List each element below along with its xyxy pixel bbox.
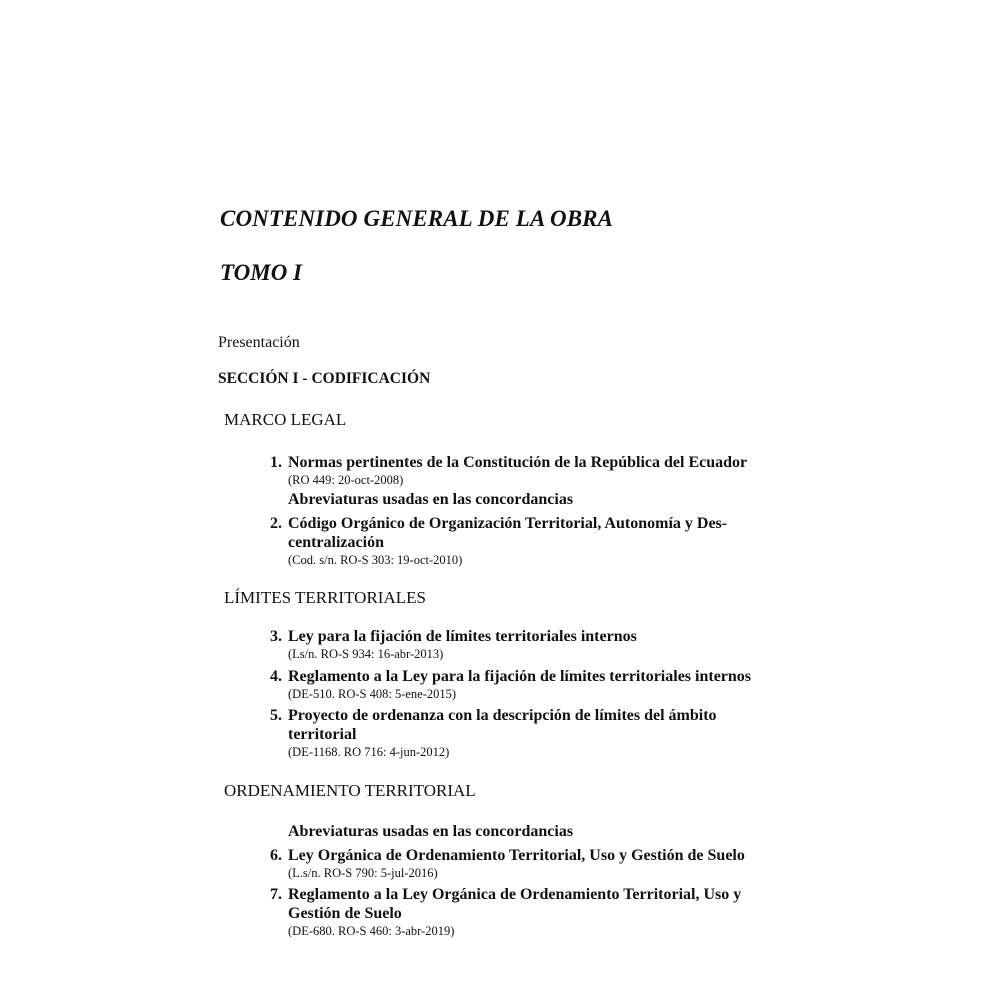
- toc-entry-6: [260, 846, 800, 881]
- entry-number: 2.: [270, 515, 282, 532]
- entry-reference: (DE-680. RO-S 460: 3-abr-2019): [288, 924, 455, 938]
- toc-entry-5: [260, 706, 800, 760]
- entry-reference: (Ls/n. RO-S 934: 16-abr-2013): [288, 647, 444, 661]
- entry-reference: (Cod. s/n. RO-S 303: 19-oct-2010): [288, 553, 463, 567]
- entry-number: 3.: [270, 628, 282, 645]
- entry-number: 4.: [270, 668, 282, 685]
- entry-reference: (L.s/n. RO-S 790: 5-jul-2016): [288, 866, 438, 880]
- toc-entry-7: [260, 885, 800, 939]
- entry-reference: (RO 449: 20-oct-2008): [288, 473, 404, 487]
- entry-title-line-1: Código Orgánico de Organización Territorial, Autonomía y Des-: [288, 515, 728, 532]
- entry-title: Normas pertinentes de la Constitución de la República del Ecuador: [288, 454, 748, 471]
- entry-title: Reglamento a la Ley para la fijación de límites territoriales internos: [288, 668, 752, 685]
- entry-number: 7.: [270, 886, 282, 903]
- group-heading-ordenamiento: ORDENAMIENTO TERRITORIAL: [224, 781, 476, 800]
- volume-title: TOMO I: [220, 260, 303, 285]
- entry-title-line-2: centralización: [288, 534, 384, 551]
- entry-title-line-1: Reglamento a la Ley Orgánica de Ordenamiento Territorial, Uso y: [288, 886, 742, 903]
- entry-number: 6.: [270, 847, 282, 864]
- toc-entry-1: [260, 453, 800, 488]
- entry-title-line-1: Proyecto de ordenanza con la descripción de límites del ámbito: [288, 707, 717, 724]
- toc-entry-3: [260, 627, 800, 662]
- group-heading-marco-legal: MARCO LEGAL: [224, 410, 347, 429]
- entry-title-line-2: Gestión de Suelo: [288, 905, 402, 922]
- entry-title: Ley para la fijación de límites territoriales internos: [288, 628, 637, 645]
- entry-number: 1.: [270, 454, 282, 471]
- toc-entry-4: [260, 667, 800, 702]
- abbreviations-note: Abreviaturas usadas en las concordancias: [288, 491, 574, 508]
- entry-number: 5.: [270, 707, 282, 724]
- entry-title: Ley Orgánica de Ordenamiento Territorial, Uso y Gestión de Suelo: [288, 847, 745, 864]
- page-title: CONTENIDO GENERAL DE LA OBRA: [220, 206, 614, 231]
- entry-title-line-2: territorial: [288, 726, 357, 743]
- intro-item: Presentación: [218, 334, 300, 351]
- toc-entry-2: [260, 514, 800, 568]
- section-heading: SECCIÓN I - CODIFICACIÓN: [218, 370, 431, 387]
- entry-reference: (DE-510. RO-S 408: 5-ene-2015): [288, 687, 457, 701]
- entry-reference: (DE-1168. RO 716: 4-jun-2012): [288, 745, 450, 759]
- abbreviations-note: Abreviaturas usadas en las concordancias: [288, 823, 574, 840]
- group-heading-limites: LÍMITES TERRITORIALES: [224, 588, 426, 607]
